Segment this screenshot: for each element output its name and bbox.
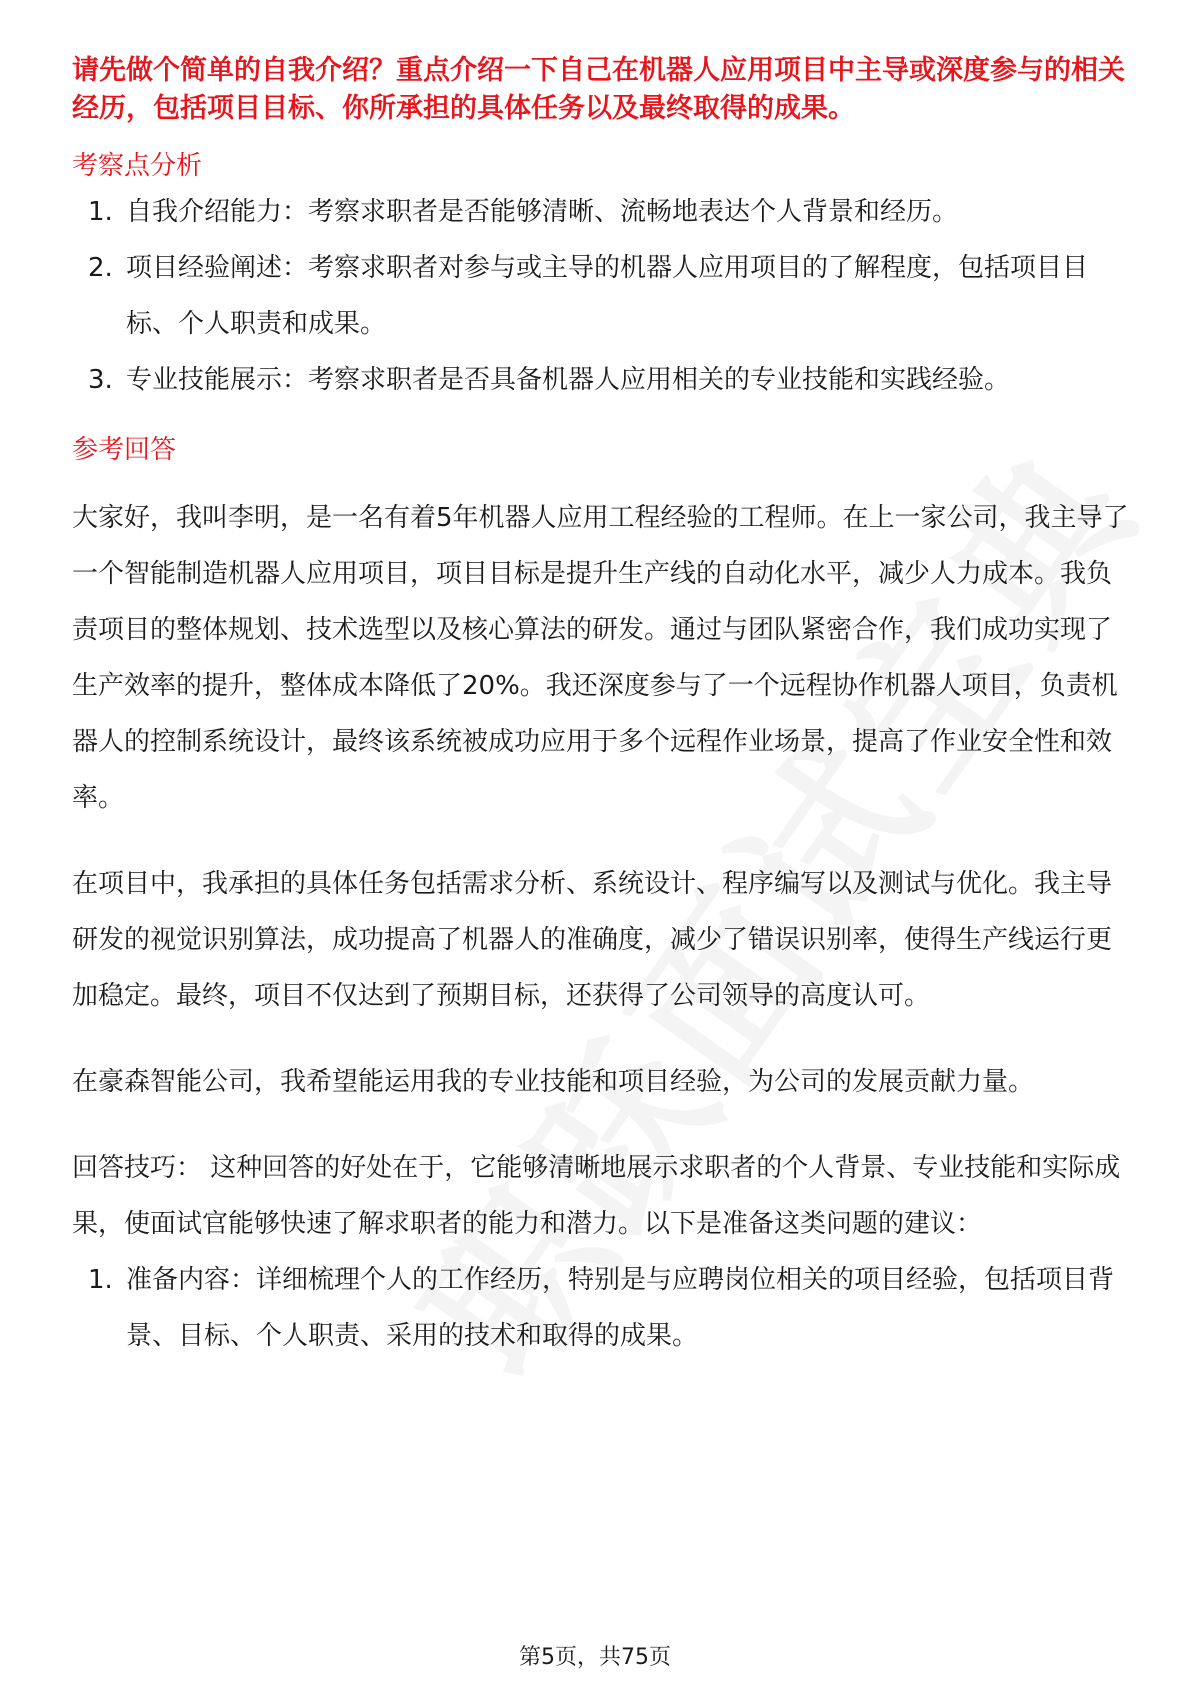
analysis-list xyxy=(72,184,1132,408)
list-number: 1. xyxy=(88,197,113,227)
list-number: 2. xyxy=(88,253,113,283)
answer-paragraph: 大家好，我叫李明，是一名有着5年机器人应用工程经验的工程师。在上一家公司，我主导了一个智能制造机器人应用项目，项目目标是提升生产线的自动化水平，减少人力成本。我负责项目的整体规划、技术选型以及核心算法的研发。通过与团队紧密合作，我们成功实现了生产效率的提升，整体成本降低了20%。我还深度参与了一个远程协作机器人项目，负责机器人的控制系统设计，最终该系统被成功应用于多个远程作业场景，提高了作业安全性和效率。 xyxy=(72,503,1129,813)
analysis-heading: 考察点分析 xyxy=(72,151,203,181)
answer-tips-paragraph: 回答技巧： 这种回答的好处在于，它能够清晰地展示求职者的个人背景、专业技能和实际成果，使面试官能够快速了解求职者的能力和潜力。以下是准备这类问题的建议： xyxy=(72,1153,1121,1239)
document-page xyxy=(72,52,1132,1364)
list-number: 3. xyxy=(88,365,113,395)
list-item-text: 专业技能展示：考察求职者是否具备机器人应用相关的专业技能和实践经验。 xyxy=(126,365,1011,395)
answer-paragraph: 在豪森智能公司，我希望能运用我的专业技能和项目经验，为公司的发展贡献力量。 xyxy=(72,1067,1035,1097)
answer-paragraph: 在项目中，我承担的具体任务包括需求分析、系统设计、程序编写以及测试与优化。我主导研发的视觉识别算法，成功提高了机器人的准确度，减少了错误识别率，使得生产线运行更加稳定。最终，项目不仅达到了预期目标，还获得了公司领导的高度认可。 xyxy=(72,869,1113,1011)
tips-list xyxy=(72,1252,1132,1364)
question-title: 请先做个简单的自我介绍？重点介绍一下自己在机器人应用项目中主导或深度参与的相关经历，包括项目目标、你所承担的具体任务以及最终取得的成果。 xyxy=(72,55,1125,124)
list-item-text: 项目经验阐述：考察求职者对参与或主导的机器人应用项目的了解程度，包括项目目标、个人职责和成果。 xyxy=(126,253,1089,339)
list-item xyxy=(72,1252,1132,1364)
list-number: 1. xyxy=(88,1265,113,1295)
list-item xyxy=(72,184,1132,240)
list-item-text: 准备内容：详细梳理个人的工作经历，特别是与应聘岗位相关的项目经验，包括项目背景、目标、个人职责、采用的技术和取得的成果。 xyxy=(126,1265,1115,1351)
list-item xyxy=(72,352,1132,408)
page-footer: 第5页，共75页 xyxy=(519,1645,671,1670)
answer-heading: 参考回答 xyxy=(72,435,177,465)
list-item xyxy=(72,240,1132,352)
list-item-text: 自我介绍能力：考察求职者是否能够清晰、流畅地表达个人背景和经历。 xyxy=(126,197,959,227)
